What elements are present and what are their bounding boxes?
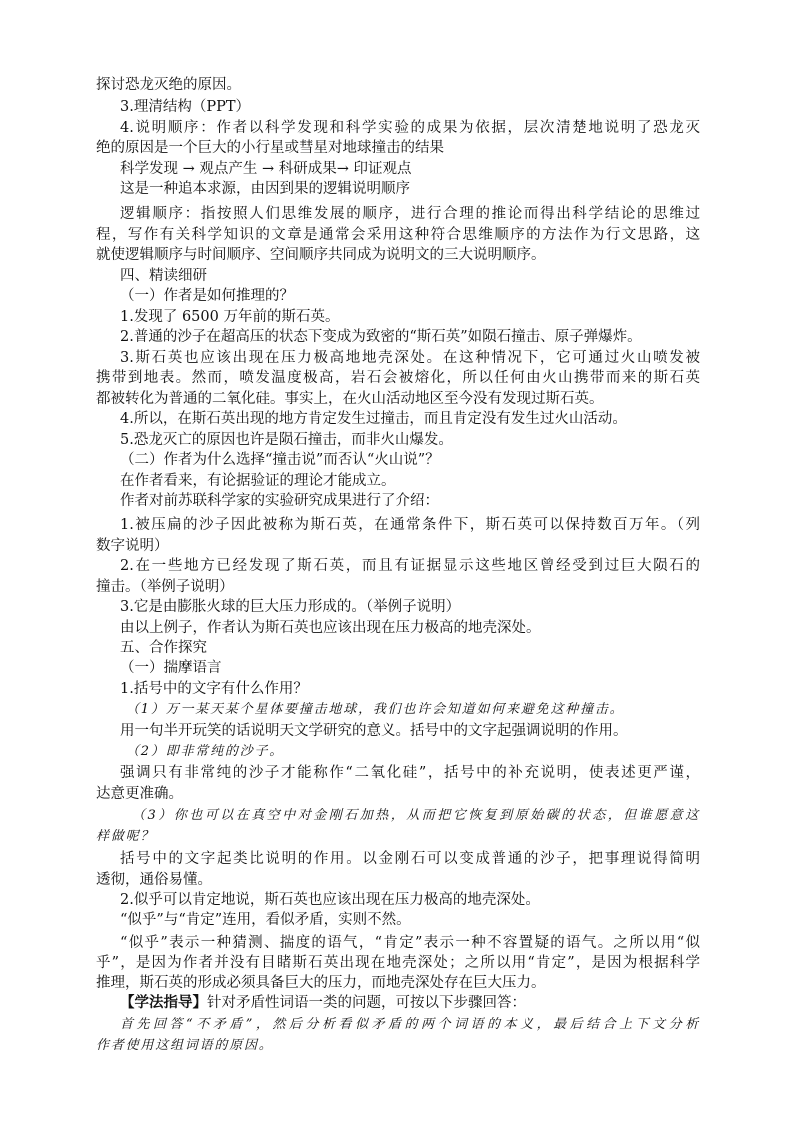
text-line: 3.它是由膨胀火球的巨大压力形成的。（举例子说明） [120,599,461,615]
answer-steps: 作者使用这组词语的原因。 [96,1038,274,1053]
text-line: 乎”，是因为作者并没有目睹斯石英出现在地壳深处；之所以用“肯定”，是因为根据科学 [96,955,700,971]
text-line: 括号中的文字起类比说明的作用。以金刚石可以变成普通的沙子，把事理说得简明 [120,851,700,867]
text-line: 这是一种追本求源，由因到果的逻辑说明顺序 [120,181,410,197]
text-line: 1.被压扁的沙子因此被称为斯石英，在通常条件下，斯石英可以保持数百万年。（列 [120,517,700,533]
text-line: 携带到地表。然而，喷发温度极高，岩石会被熔化，所以任何由火山携带而来的斯石英 [96,370,700,386]
text-line: 强调只有非常纯的沙子才能称作“二氧化硅”，括号中的补充说明，使表述更严谨， [120,765,700,781]
text-line: 科学发现 → 观点产生 → 科研成果→ 印证观点 [120,160,412,177]
text-line: 都被转化为普通的二氧化硅。事实上，在火山活动地区至今没有发现过斯石英。 [96,390,604,407]
answer-steps: 首先回答“不矛盾”，然后分析看似矛盾的两个词语的本义，最后结合上下文分析 [120,1017,700,1032]
method-guide-line [120,993,724,1013]
quoted-example: （1）万一某天某个星体要撞击地球，我们也许会知道如何来避免这种撞击。 [126,702,625,717]
text-line: 程，写作有关科学知识的文章是通常会采用这种符合思维顺序的方法作为行文思路，这 [96,226,700,243]
text-line: 撞击。（举例子说明） [96,579,234,595]
text-line: 2.在一些地方已经发现了斯石英，而且有证据显示这些地区曾经受到过巨大陨石的 [120,558,700,574]
text-line: 3.斯石英也应该出现在压力极高地地壳深处。在这种情况下，它可通过火山喷发被 [120,349,700,366]
method-guide-text: 针对矛盾性词语一类的问题，可按以下步骤回答： [207,995,526,1011]
text-line: 2.普通的沙子在超高压的状态下变成为致密的“斯石英”如陨石撞击、原子弹爆炸。 [120,329,642,345]
text-line: 在作者看来，有论据验证的理论才能成立。 [120,472,396,489]
text-line: 5.恐龙灭亡的原因也许是陨石撞击，而非火山爆发。 [120,431,453,448]
subsection-heading: （一）作者是如何推理的？ [120,288,294,304]
text-line: “似乎”与“肯定”连用，看似矛盾，实则不然。 [120,912,411,928]
text-line: 3.理清结构（PPT） [120,99,251,115]
text-line: 4.说明顺序：作者以科学发现和科学实验的成果为依据，层次清楚地说明了恐龙灭 [120,119,700,136]
text-line: 透彻，通俗易懂。 [96,872,212,888]
text-line: 逻辑顺序：指按照人们思维发展的顺序，进行合理的推论而得出科学结论的思维过 [120,206,700,222]
text-line: 达意更准确。 [96,786,183,802]
question-line: 1.括号中的文字有什么作用？ [120,681,308,697]
text-line: 就使逻辑顺序与时间顺序、空间顺序共同成为说明文的三大说明顺序。 [96,247,546,263]
quoted-example: 样做呢？ [96,829,156,844]
text-line: 1.发现了 6500 万年前的斯石英。 [120,308,340,325]
text-line: 2.似乎可以肯定地说，斯石英也应该出现在压力极高的地壳深处。 [120,892,540,908]
text-line: 4.所以，在斯石英出现的地方肯定发生过撞击，而且肯定没有发生过火山活动。 [120,411,627,427]
quoted-example: （2）即非常纯的沙子。 [126,744,285,759]
text-line: 绝的原因是一个巨大的小行星或彗星对地球撞击的结果 [96,140,444,156]
text-line: 作者对前苏联科学家的实验研究成果进行了介绍： [120,493,439,509]
subsection-heading: （二）作者为什么选择“撞击说”而否认“火山说”？ [120,452,440,468]
text-line: 推理，斯石英的形成必须具备巨大的压力，而地壳深处存在巨大压力。 [96,975,546,991]
text-line: 由以上例子，作者认为斯石英也应该出现在压力极高的地壳深处。 [120,620,541,636]
section-heading: 五、合作探究 [120,640,207,656]
quoted-example: （3）你也可以在真空中对金刚石加热，从而把它恢复到原始碳的状态，但谁愿意这 [132,808,700,823]
text-line: 用一句半开玩笑的话说明天文学研究的意义。括号中的文字起强调说明的作用。 [120,723,628,739]
subsection-heading: （一）揣摩语言 [120,660,222,676]
text-line: 数字说明） [96,538,169,554]
text-line: 探讨恐龙灭绝的原因。 [96,77,241,93]
section-heading: 四、精读细研 [120,267,207,284]
method-guide-label: 【学法指导】 [120,994,207,1011]
text-line: “似乎”表示一种猜测、揣度的语气，“肯定”表示一种不容置疑的语气。之所以用“似 [120,935,700,951]
